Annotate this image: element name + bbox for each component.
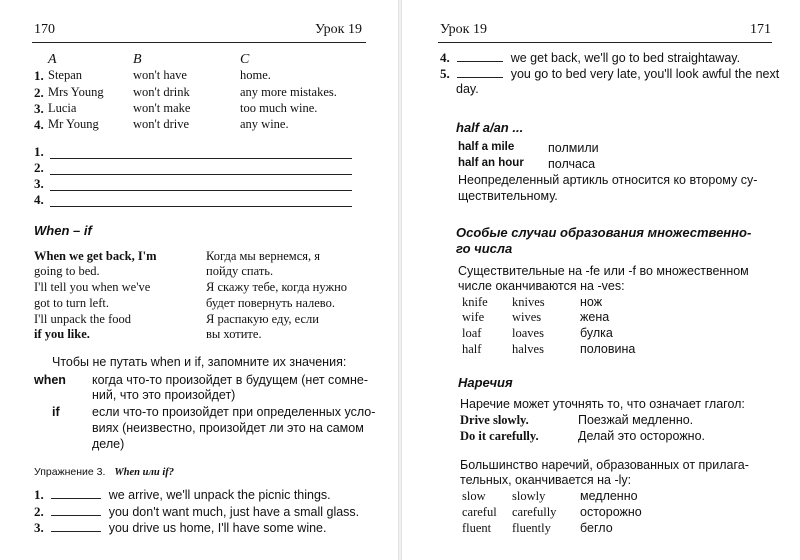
- adverb-example-russian: Поезжай медленно.: [578, 413, 694, 427]
- table-cell-object: too much wine.: [240, 101, 318, 115]
- adverb-form: fluently: [512, 521, 551, 535]
- table-cell-verb: won't drive: [133, 117, 190, 131]
- running-head: Урок 19: [440, 22, 487, 37]
- table-cell-verb: won't have: [133, 68, 187, 82]
- table-cell-subject: Stepan: [48, 68, 83, 82]
- column-header-b: B: [133, 52, 142, 67]
- adverb-adjective: fluent: [462, 521, 492, 535]
- plural-russian: нож: [580, 295, 603, 309]
- exercise-item-number: 3.: [34, 520, 44, 535]
- section-heading-when-if: When – if: [34, 223, 92, 238]
- half-note-line: Неопределенный артикль относится ко второму су-: [458, 173, 758, 187]
- plural-russian: половина: [580, 342, 636, 356]
- exercise-item-number: 1.: [34, 487, 44, 502]
- table-cell-verb: won't drink: [133, 85, 190, 99]
- page-number: 170: [34, 22, 55, 37]
- adverbs-formation-line: Большинство наречий, образованных от прилага-: [460, 458, 749, 472]
- header-rule: [438, 42, 772, 43]
- exercise-title: [34, 466, 174, 478]
- when-definition-line: ний, что это произойдет): [92, 388, 236, 402]
- if-definition-line: виях (неизвестно, произойдет ли это на самом: [92, 421, 364, 435]
- table-row-number: 4.: [34, 117, 44, 132]
- table-cell-subject: Mrs Young: [48, 85, 104, 99]
- adverb-example-english: Drive slowly.: [460, 413, 529, 427]
- section-heading-plural-cont: го числа: [456, 241, 513, 256]
- adverb-adjective: careful: [462, 505, 497, 519]
- plural-russian: жена: [580, 310, 610, 324]
- fill-blank[interactable]: [457, 51, 503, 62]
- exercise-item: [440, 50, 740, 66]
- fill-blank[interactable]: [51, 521, 101, 532]
- half-example-english: half an hour: [458, 157, 524, 169]
- plural-singular: loaf: [462, 326, 482, 340]
- example-english: got to turn left.: [34, 296, 109, 310]
- table-cell-object: home.: [240, 68, 271, 82]
- example-english: if you like.: [34, 327, 90, 341]
- plural-plural: knives: [512, 295, 545, 309]
- exercise-item-text: you go to bed very late, you'll look awful the next: [510, 67, 780, 81]
- answer-line[interactable]: [50, 190, 352, 191]
- exercise-item-text: you don't want much, just have a small glass.: [108, 505, 360, 519]
- fill-blank[interactable]: [51, 488, 101, 499]
- half-example-russian: полчаса: [548, 157, 596, 171]
- table-cell-object: any wine.: [240, 117, 289, 131]
- exercise-item-number: 5.: [440, 66, 450, 81]
- answer-line-number: 3.: [34, 176, 44, 191]
- section-heading-half: half a/an ...: [456, 120, 524, 135]
- column-header-a: A: [48, 52, 57, 67]
- table-row-number: 1.: [34, 68, 44, 83]
- column-header-c: C: [240, 52, 250, 67]
- exercise-title-question: When или if?: [114, 467, 174, 478]
- plural-singular: knife: [462, 295, 488, 309]
- exercise-title-label: Упражнение 3.: [34, 466, 106, 478]
- adverb-russian: осторожно: [580, 505, 642, 519]
- plural-russian: булка: [580, 326, 613, 340]
- running-head: Урок 19: [315, 22, 362, 37]
- plural-intro-line: числе оканчиваются на -ves:: [458, 279, 625, 293]
- fill-blank[interactable]: [457, 67, 503, 78]
- adverbs-intro: Наречие может уточнять то, что означает глагол:: [460, 397, 745, 411]
- answer-line[interactable]: [50, 206, 352, 207]
- table-row-number: 2.: [34, 85, 44, 100]
- memo-intro: Чтобы не путать when и if, запомните их значения:: [52, 355, 347, 369]
- when-keyword: when: [34, 373, 66, 387]
- adverbs-formation-line: тельных, оканчивается на -ly:: [460, 473, 632, 487]
- exercise-item-text: we get back, we'll go to bed straightaway.: [510, 51, 741, 65]
- fill-blank[interactable]: [51, 505, 101, 516]
- plural-plural: halves: [512, 342, 544, 356]
- table-cell-subject: Lucia: [48, 101, 77, 115]
- example-english: I'll unpack the food: [34, 312, 132, 326]
- adverb-form: slowly: [512, 489, 546, 503]
- plural-singular: half: [462, 342, 482, 356]
- exercise-item-text: you drive us home, I'll have some wine.: [108, 521, 327, 535]
- half-note-line: ществительному.: [458, 189, 558, 203]
- plural-singular: wife: [462, 310, 485, 324]
- exercise-item: [34, 520, 327, 536]
- adverb-adjective: slow: [462, 489, 486, 503]
- example-english: I'll tell you when we've: [34, 280, 151, 294]
- half-example-english: half a mile: [458, 141, 515, 153]
- exercise-item: [34, 487, 331, 503]
- page-number: 171: [750, 22, 771, 37]
- plural-intro-line: Существительные на -fe или -f во множественном: [458, 264, 749, 278]
- answer-line-number: 1.: [34, 144, 44, 159]
- example-russian: Я распакую еду, если: [206, 312, 319, 326]
- answer-line-number: 2.: [34, 160, 44, 175]
- header-rule: [32, 42, 366, 43]
- table-cell-subject: Mr Young: [48, 117, 99, 131]
- exercise-item: [440, 66, 779, 82]
- exercise-item-text: we arrive, we'll unpack the picnic things.: [108, 488, 331, 502]
- adverb-example-russian: Делай это осторожно.: [578, 429, 706, 443]
- answer-line-number: 4.: [34, 192, 44, 207]
- example-russian: вы хотите.: [206, 327, 262, 341]
- answer-line[interactable]: [50, 174, 352, 175]
- section-heading-adverbs: Наречия: [458, 375, 513, 390]
- if-definition-line: деле): [92, 437, 125, 451]
- if-definition-line: если что-то произойдет при определенных усло-: [92, 405, 376, 419]
- table-cell-object: any more mistakes.: [240, 85, 337, 99]
- example-russian: Я скажу тебе, когда нужно: [206, 280, 348, 294]
- adverb-example-english: Do it carefully.: [460, 429, 539, 443]
- when-definition-line: когда что-то произойдет в будущем (нет сомне-: [92, 373, 369, 387]
- example-english: going to bed.: [34, 264, 100, 278]
- exercise-item-number: 2.: [34, 504, 44, 519]
- example-russian: пойду спать.: [206, 264, 274, 278]
- if-keyword: if: [52, 405, 60, 419]
- table-cell-verb: won't make: [133, 101, 191, 115]
- plural-plural: loaves: [512, 326, 544, 340]
- exercise-item-number: 4.: [440, 50, 450, 65]
- exercise-item-continuation: day.: [456, 82, 479, 96]
- answer-line[interactable]: [50, 158, 352, 159]
- example-russian: Когда мы вернемся, я: [206, 249, 321, 263]
- section-heading-plural: Особые случаи образования множественно-: [456, 225, 752, 240]
- exercise-item: [34, 504, 359, 520]
- half-example-russian: полмили: [548, 141, 599, 155]
- plural-plural: wives: [512, 310, 542, 324]
- adverb-form: carefully: [512, 505, 557, 519]
- adverb-russian: медленно: [580, 489, 638, 503]
- example-russian: будет повернуть налево.: [206, 296, 335, 310]
- example-english: When we get back, I'm: [34, 249, 157, 263]
- adverb-russian: бегло: [580, 521, 613, 535]
- right-page: [400, 0, 800, 560]
- table-row-number: 3.: [34, 101, 44, 116]
